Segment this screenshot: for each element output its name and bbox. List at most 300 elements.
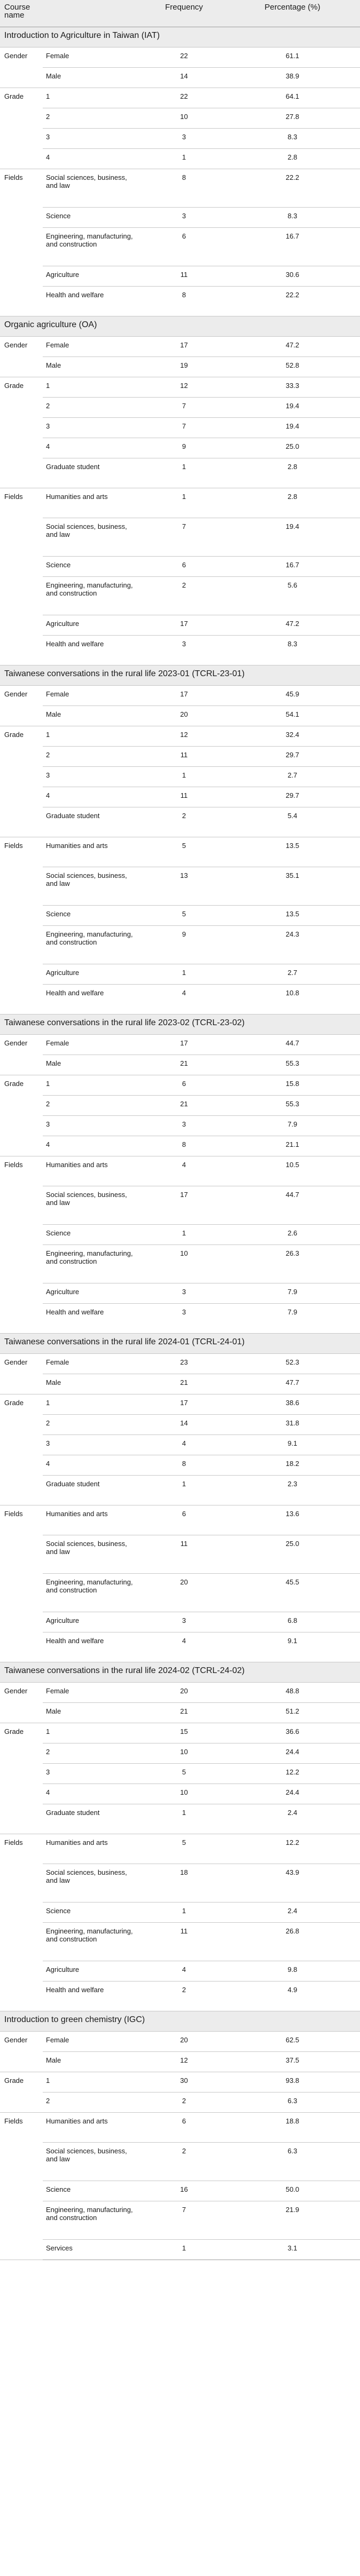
category-cell: Agriculture — [43, 1283, 143, 1303]
group-label: Fields — [0, 1505, 43, 1662]
percentage-cell: 6.8 — [225, 1612, 360, 1632]
category-cell: 4 — [43, 148, 143, 169]
category-cell: 2 — [43, 1414, 143, 1434]
frequency-cell: 8 — [143, 286, 225, 316]
frequency-cell: 8 — [143, 1136, 225, 1156]
category-cell: Social sciences, business, and law — [43, 867, 143, 905]
category-cell: Agriculture — [43, 615, 143, 635]
percentage-cell: 44.7 — [225, 1034, 360, 1055]
group-label: Grade — [0, 1723, 43, 1834]
table-row — [0, 1394, 360, 1414]
category-cell: 1 — [43, 1394, 143, 1414]
table-row — [0, 266, 360, 286]
category-cell: Graduate student — [43, 1804, 143, 1834]
table-row — [0, 1455, 360, 1475]
frequency-cell: 14 — [143, 67, 225, 88]
percentage-cell: 2.7 — [225, 766, 360, 787]
course-title: Taiwanese conversations in the rural life 2023-01 (TCRL-23-01) — [0, 665, 360, 685]
percentage-cell: 48.8 — [225, 1682, 360, 1702]
frequency-cell: 3 — [143, 128, 225, 148]
table-row — [0, 336, 360, 356]
frequency-cell: 8 — [143, 1455, 225, 1475]
percentage-cell: 55.3 — [225, 1095, 360, 1115]
table-row — [0, 1864, 360, 1902]
table-row — [0, 1981, 360, 2011]
table-row — [0, 984, 360, 1014]
frequency-cell: 11 — [143, 787, 225, 807]
percentage-cell: 19.4 — [225, 397, 360, 417]
table-row — [0, 1475, 360, 1505]
category-cell: Humanities and arts — [43, 1505, 143, 1535]
table-row — [0, 1095, 360, 1115]
category-cell: Services — [43, 2239, 143, 2260]
category-cell: Social sciences, business, and law — [43, 518, 143, 556]
category-cell: Humanities and arts — [43, 488, 143, 518]
frequency-cell: 22 — [143, 47, 225, 67]
percentage-cell: 93.8 — [225, 2072, 360, 2092]
frequency-cell: 1 — [143, 1224, 225, 1245]
table-row — [0, 1136, 360, 1156]
group-label: Grade — [0, 2072, 43, 2112]
frequency-cell: 1 — [143, 1804, 225, 1834]
percentage-cell: 19.4 — [225, 417, 360, 438]
category-cell: Science — [43, 1224, 143, 1245]
category-cell: 3 — [43, 1434, 143, 1455]
frequency-cell: 10 — [143, 1784, 225, 1804]
percentage-cell: 38.9 — [225, 67, 360, 88]
table-row — [0, 706, 360, 726]
frequency-cell: 4 — [143, 1961, 225, 1981]
percentage-cell: 16.7 — [225, 227, 360, 266]
category-cell: Female — [43, 1034, 143, 1055]
group-label: Grade — [0, 1394, 43, 1505]
percentage-cell: 5.4 — [225, 807, 360, 837]
percentage-cell: 32.4 — [225, 726, 360, 746]
percentage-cell: 7.9 — [225, 1303, 360, 1333]
header-row — [0, 0, 360, 27]
percentage-cell: 31.8 — [225, 1414, 360, 1434]
table-row — [0, 1115, 360, 1136]
category-cell: 4 — [43, 1455, 143, 1475]
percentage-cell: 29.7 — [225, 746, 360, 766]
percentage-cell: 22.2 — [225, 286, 360, 316]
table-row — [0, 1303, 360, 1333]
table-row — [0, 397, 360, 417]
category-cell: 4 — [43, 438, 143, 458]
percentage-cell: 62.5 — [225, 2031, 360, 2051]
frequency-cell: 9 — [143, 438, 225, 458]
category-cell: Science — [43, 905, 143, 925]
group-label: Fields — [0, 488, 43, 665]
category-cell: Science — [43, 207, 143, 227]
percentage-cell: 9.8 — [225, 1961, 360, 1981]
course-title: Taiwanese conversations in the rural life 2024-01 (TCRL-24-01) — [0, 1333, 360, 1353]
group-label: Fields — [0, 169, 43, 316]
table-row — [0, 556, 360, 576]
frequency-cell: 3 — [143, 635, 225, 665]
frequency-cell: 17 — [143, 336, 225, 356]
table-row — [0, 2092, 360, 2112]
frequency-cell: 5 — [143, 837, 225, 867]
percentage-cell: 35.1 — [225, 867, 360, 905]
frequency-cell: 2 — [143, 807, 225, 837]
percentage-cell: 52.3 — [225, 1353, 360, 1374]
percentage-cell: 30.6 — [225, 266, 360, 286]
table-row — [0, 1723, 360, 1743]
frequency-cell: 11 — [143, 1922, 225, 1961]
category-cell: 3 — [43, 1763, 143, 1784]
table-row — [0, 726, 360, 746]
frequency-cell: 15 — [143, 1723, 225, 1743]
frequency-cell: 12 — [143, 377, 225, 397]
percentage-cell: 13.5 — [225, 905, 360, 925]
table-row — [0, 2201, 360, 2239]
percentage-cell: 7.9 — [225, 1115, 360, 1136]
frequency-cell: 7 — [143, 518, 225, 556]
table-row — [0, 227, 360, 266]
percentage-cell: 27.8 — [225, 108, 360, 128]
category-cell: Health and welfare — [43, 1303, 143, 1333]
table-row — [0, 787, 360, 807]
percentage-cell: 8.3 — [225, 635, 360, 665]
header-spacer — [43, 0, 143, 27]
header-course-name: Course name — [0, 0, 43, 27]
percentage-cell: 55.3 — [225, 1055, 360, 1075]
table-row — [0, 1505, 360, 1535]
category-cell: Graduate student — [43, 458, 143, 488]
table-row — [0, 905, 360, 925]
frequency-cell: 6 — [143, 1505, 225, 1535]
percentage-cell: 22.2 — [225, 169, 360, 207]
group-label: Grade — [0, 377, 43, 488]
frequency-cell: 4 — [143, 1632, 225, 1662]
group-label: Fields — [0, 837, 43, 1014]
table-row — [0, 1414, 360, 1434]
frequency-cell: 10 — [143, 1245, 225, 1283]
category-cell: Female — [43, 1682, 143, 1702]
table-row — [0, 2112, 360, 2142]
percentage-cell: 45.5 — [225, 1573, 360, 1612]
category-cell: Science — [43, 1902, 143, 1922]
group-label: Fields — [0, 1834, 43, 2011]
table-row — [0, 1834, 360, 1864]
percentage-cell: 2.8 — [225, 488, 360, 518]
category-cell: Health and welfare — [43, 984, 143, 1014]
frequency-cell: 4 — [143, 1156, 225, 1186]
table-row — [0, 417, 360, 438]
category-cell: Male — [43, 1055, 143, 1075]
course-row — [0, 27, 360, 47]
table-row — [0, 356, 360, 377]
frequency-cell: 22 — [143, 88, 225, 108]
category-cell: 3 — [43, 128, 143, 148]
category-cell: Humanities and arts — [43, 1834, 143, 1864]
table-row — [0, 1804, 360, 1834]
category-cell: Social sciences, business, and law — [43, 1535, 143, 1573]
table-row — [0, 47, 360, 67]
frequency-cell: 8 — [143, 169, 225, 207]
table-body — [0, 27, 360, 2260]
table-row — [0, 1283, 360, 1303]
header-frequency: Frequency — [143, 0, 225, 27]
percentage-cell: 12.2 — [225, 1763, 360, 1784]
group-label: Gender — [0, 47, 43, 88]
frequency-cell: 20 — [143, 2031, 225, 2051]
percentage-cell: 13.5 — [225, 837, 360, 867]
category-cell: Humanities and arts — [43, 837, 143, 867]
course-row — [0, 1014, 360, 1034]
frequency-cell: 20 — [143, 706, 225, 726]
table-row — [0, 964, 360, 984]
table-row — [0, 685, 360, 706]
table-row — [0, 1535, 360, 1573]
frequency-cell: 3 — [143, 1283, 225, 1303]
course-title: Introduction to green chemistry (IGC) — [0, 2011, 360, 2031]
percentage-cell: 64.1 — [225, 88, 360, 108]
frequency-cell: 1 — [143, 1475, 225, 1505]
course-row — [0, 1333, 360, 1353]
table-row — [0, 438, 360, 458]
group-label: Grade — [0, 726, 43, 837]
percentage-cell: 45.9 — [225, 685, 360, 706]
frequency-cell: 5 — [143, 1763, 225, 1784]
frequency-cell: 1 — [143, 488, 225, 518]
table-row — [0, 1682, 360, 1702]
category-cell: Engineering, manufacturing, and construction — [43, 1922, 143, 1961]
frequency-cell: 1 — [143, 458, 225, 488]
percentage-cell: 47.2 — [225, 336, 360, 356]
percentage-cell: 18.8 — [225, 2112, 360, 2142]
category-cell: Engineering, manufacturing, and construction — [43, 576, 143, 615]
table-row — [0, 2181, 360, 2201]
percentage-cell: 4.9 — [225, 1981, 360, 2011]
percentage-cell: 38.6 — [225, 1394, 360, 1414]
category-cell: 1 — [43, 726, 143, 746]
percentage-cell: 37.5 — [225, 2051, 360, 2072]
frequency-cell: 17 — [143, 1034, 225, 1055]
table-row — [0, 615, 360, 635]
frequency-cell: 12 — [143, 726, 225, 746]
category-cell: Graduate student — [43, 807, 143, 837]
percentage-cell: 15.8 — [225, 1075, 360, 1095]
frequency-cell: 2 — [143, 2092, 225, 2112]
category-cell: 2 — [43, 2092, 143, 2112]
percentage-cell: 36.6 — [225, 1723, 360, 1743]
table-row — [0, 807, 360, 837]
category-cell: Science — [43, 556, 143, 576]
percentage-cell: 44.7 — [225, 1186, 360, 1224]
table-row — [0, 1743, 360, 1763]
table-row — [0, 2051, 360, 2072]
category-cell: Agriculture — [43, 1612, 143, 1632]
course-row — [0, 1662, 360, 1682]
category-cell: Humanities and arts — [43, 2112, 143, 2142]
frequency-cell: 2 — [143, 1981, 225, 2011]
frequency-cell: 5 — [143, 1834, 225, 1864]
frequency-cell: 3 — [143, 207, 225, 227]
category-cell: Engineering, manufacturing, and construction — [43, 1245, 143, 1283]
category-cell: Female — [43, 1353, 143, 1374]
frequency-cell: 14 — [143, 1414, 225, 1434]
frequency-cell: 17 — [143, 685, 225, 706]
category-cell: Science — [43, 2181, 143, 2201]
category-cell: Female — [43, 336, 143, 356]
percentage-cell: 6.3 — [225, 2142, 360, 2181]
table-row — [0, 1702, 360, 1723]
table-row — [0, 635, 360, 665]
category-cell: Graduate student — [43, 1475, 143, 1505]
frequency-cell: 2 — [143, 2142, 225, 2181]
frequency-cell: 10 — [143, 108, 225, 128]
frequency-cell: 20 — [143, 1682, 225, 1702]
percentage-cell: 2.3 — [225, 1475, 360, 1505]
category-cell: Agriculture — [43, 1961, 143, 1981]
category-cell: 4 — [43, 1136, 143, 1156]
category-cell: Male — [43, 1374, 143, 1394]
frequency-cell: 21 — [143, 1055, 225, 1075]
table-row — [0, 1374, 360, 1394]
table-row — [0, 746, 360, 766]
percentage-cell: 7.9 — [225, 1283, 360, 1303]
category-cell: Health and welfare — [43, 1632, 143, 1662]
category-cell: Health and welfare — [43, 1981, 143, 2011]
table-row — [0, 2031, 360, 2051]
percentage-cell: 10.8 — [225, 984, 360, 1014]
category-cell: 2 — [43, 1743, 143, 1763]
frequency-cell: 4 — [143, 984, 225, 1014]
frequency-cell: 21 — [143, 1095, 225, 1115]
table-row — [0, 1922, 360, 1961]
frequency-cell: 17 — [143, 615, 225, 635]
percentage-cell: 43.9 — [225, 1864, 360, 1902]
table-row — [0, 1353, 360, 1374]
category-cell: 2 — [43, 1095, 143, 1115]
table-row — [0, 1763, 360, 1784]
category-cell: 1 — [43, 1723, 143, 1743]
category-cell: 2 — [43, 397, 143, 417]
category-cell: Female — [43, 685, 143, 706]
group-label: Grade — [0, 1075, 43, 1156]
category-cell: Engineering, manufacturing, and construction — [43, 925, 143, 964]
category-cell: 1 — [43, 1075, 143, 1095]
frequency-cell: 3 — [143, 1612, 225, 1632]
frequency-cell: 20 — [143, 1573, 225, 1612]
category-cell: Agriculture — [43, 964, 143, 984]
course-row — [0, 665, 360, 685]
percentage-cell: 24.3 — [225, 925, 360, 964]
table-row — [0, 2142, 360, 2181]
table-row — [0, 458, 360, 488]
table-row — [0, 207, 360, 227]
frequency-cell: 17 — [143, 1394, 225, 1414]
table-row — [0, 2072, 360, 2092]
percentage-cell: 26.3 — [225, 1245, 360, 1283]
frequency-cell: 2 — [143, 576, 225, 615]
frequency-cell: 3 — [143, 1115, 225, 1136]
category-cell: 1 — [43, 2072, 143, 2092]
frequency-cell: 11 — [143, 746, 225, 766]
table-row — [0, 1961, 360, 1981]
frequency-cell: 19 — [143, 356, 225, 377]
table-row — [0, 925, 360, 964]
category-cell: 4 — [43, 1784, 143, 1804]
category-cell: Male — [43, 67, 143, 88]
frequency-cell: 21 — [143, 1702, 225, 1723]
frequency-cell: 1 — [143, 766, 225, 787]
table-row — [0, 1055, 360, 1075]
table-row — [0, 148, 360, 169]
group-label: Gender — [0, 336, 43, 377]
category-cell: 1 — [43, 377, 143, 397]
percentage-cell: 6.3 — [225, 2092, 360, 2112]
percentage-cell: 13.6 — [225, 1505, 360, 1535]
percentage-cell: 2.8 — [225, 148, 360, 169]
percentage-cell: 50.0 — [225, 2181, 360, 2201]
frequency-cell: 12 — [143, 2051, 225, 2072]
table-row — [0, 837, 360, 867]
category-cell: Health and welfare — [43, 635, 143, 665]
table-row — [0, 766, 360, 787]
percentage-cell: 47.2 — [225, 615, 360, 635]
header-percentage: Percentage (%) — [225, 0, 360, 27]
course-row — [0, 316, 360, 336]
category-cell: Male — [43, 2051, 143, 2072]
table-row — [0, 1245, 360, 1283]
frequency-cell: 1 — [143, 148, 225, 169]
table-row — [0, 169, 360, 207]
table-row — [0, 2239, 360, 2260]
table-row — [0, 1784, 360, 1804]
category-cell: Female — [43, 47, 143, 67]
frequency-cell: 1 — [143, 2239, 225, 2260]
percentage-cell: 25.0 — [225, 438, 360, 458]
frequency-cell: 4 — [143, 1434, 225, 1455]
table-row — [0, 1156, 360, 1186]
percentage-cell: 9.1 — [225, 1434, 360, 1455]
frequency-cell: 9 — [143, 925, 225, 964]
course-title: Organic agriculture (OA) — [0, 316, 360, 336]
frequency-cell: 1 — [143, 1902, 225, 1922]
percentage-cell: 12.2 — [225, 1834, 360, 1864]
frequency-cell: 11 — [143, 1535, 225, 1573]
percentage-cell: 2.4 — [225, 1902, 360, 1922]
category-cell: Male — [43, 1702, 143, 1723]
frequency-cell: 6 — [143, 227, 225, 266]
group-label: Fields — [0, 1156, 43, 1333]
category-cell: 3 — [43, 417, 143, 438]
table-row — [0, 488, 360, 518]
percentage-cell: 18.2 — [225, 1455, 360, 1475]
frequency-cell: 7 — [143, 2201, 225, 2239]
category-cell: Female — [43, 2031, 143, 2051]
percentage-cell: 2.8 — [225, 458, 360, 488]
table-row — [0, 1075, 360, 1095]
frequency-cell: 7 — [143, 417, 225, 438]
category-cell: 2 — [43, 108, 143, 128]
category-cell: Male — [43, 356, 143, 377]
percentage-cell: 33.3 — [225, 377, 360, 397]
category-cell: 2 — [43, 746, 143, 766]
percentage-cell: 5.6 — [225, 576, 360, 615]
category-cell: 3 — [43, 1115, 143, 1136]
frequency-cell: 6 — [143, 556, 225, 576]
frequency-cell: 13 — [143, 867, 225, 905]
percentage-cell: 2.4 — [225, 1804, 360, 1834]
table-row — [0, 1186, 360, 1224]
table-row — [0, 1034, 360, 1055]
course-title: Introduction to Agriculture in Taiwan (IAT) — [0, 27, 360, 47]
frequency-cell: 18 — [143, 1864, 225, 1902]
